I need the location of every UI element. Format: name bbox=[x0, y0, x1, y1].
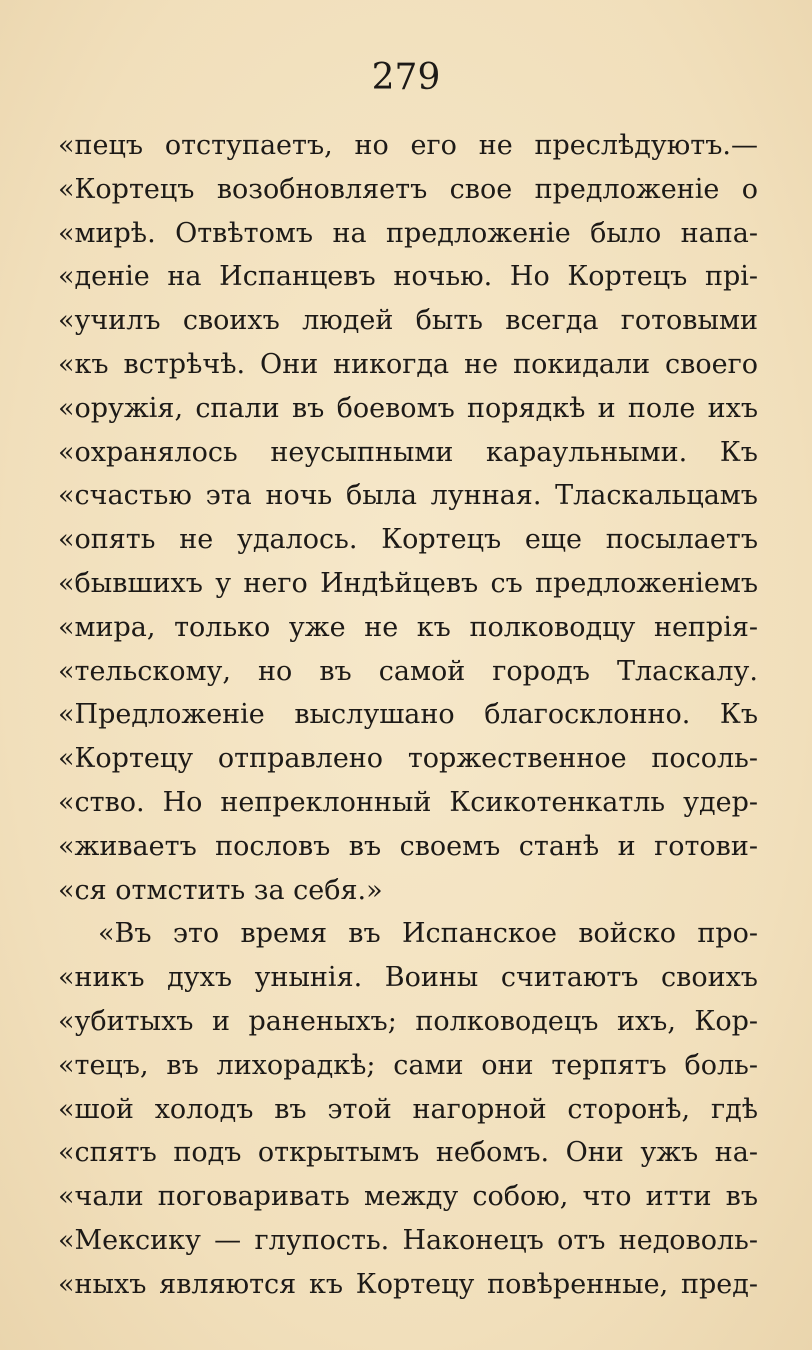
text-line: «чали поговаривать между собою, что итти въ bbox=[58, 1181, 758, 1213]
text-line: «училъ своихъ людей быть всегда готовыми bbox=[58, 305, 758, 337]
text-line: «опять не удалось. Кортецъ еще посылаетъ bbox=[58, 524, 758, 556]
text-line: «шой холодъ въ этой нагорной сторонѣ, гдѣ bbox=[58, 1093, 758, 1125]
text-line: «къ встрѣчѣ. Они никогда не покидали своего bbox=[58, 348, 758, 380]
text-line: «пецъ отступаетъ, но его не преслѣдуютъ.— bbox=[58, 130, 758, 161]
text-line-paragraph-end: «ся отмстить за себя.» bbox=[58, 874, 383, 906]
text-line: «никъ духъ унынія. Воины считаютъ своихъ bbox=[58, 962, 758, 994]
text-line: «мирѣ. Отвѣтомъ на предложеніе было напа- bbox=[58, 217, 758, 249]
text-line: «Предложеніе выслушано благосклонно. Къ bbox=[58, 699, 758, 731]
text-line: «тецъ, въ лихорадкѣ; сами они терпятъ боль- bbox=[58, 1049, 758, 1081]
page-number: 279 bbox=[371, 57, 441, 98]
text-line: «спятъ подъ открытымъ небомъ. Они ужъ на- bbox=[58, 1137, 758, 1169]
text-line: «деніе на Испанцевъ ночью. Но Кортецъ прі- bbox=[58, 261, 758, 293]
text-line: «Мексику — глупость. Наконецъ отъ недоволь- bbox=[58, 1224, 758, 1256]
text-line: «Кортецъ возобновляетъ свое предложеніе о bbox=[58, 173, 758, 205]
body-text bbox=[58, 124, 758, 1307]
text-line: «мира, только уже не къ полководцу непрія- bbox=[58, 611, 758, 643]
text-line: «живаетъ пословъ въ своемъ станѣ и готови- bbox=[58, 830, 758, 862]
text-line: «бывшихъ у него Индѣйцевъ съ предложеніемъ bbox=[58, 567, 758, 599]
text-line: «охранялось неусыпными караульными. Къ bbox=[58, 436, 758, 468]
text-line: «ныхъ являются къ Кортецу повѣренные, пред- bbox=[58, 1268, 758, 1300]
text-line: «счастью эта ночь была лунная. Тласкальцамъ bbox=[58, 480, 758, 512]
text-line: «ство. Но непреклонный Ксикотенкатль удер- bbox=[58, 786, 758, 818]
text-line-paragraph-start: «Въ это время въ Испанское войско про- bbox=[98, 918, 758, 950]
text-line: «тельскому, но въ самой городъ Тласкалу. bbox=[58, 655, 758, 687]
text-line: «убитыхъ и раненыхъ; полководецъ ихъ, Кор- bbox=[58, 1005, 758, 1037]
text-line: «Кортецу отправлено торжественное посоль- bbox=[58, 743, 758, 775]
text-line: «оружія, спали въ боевомъ порядкѣ и поле ихъ bbox=[58, 392, 758, 424]
